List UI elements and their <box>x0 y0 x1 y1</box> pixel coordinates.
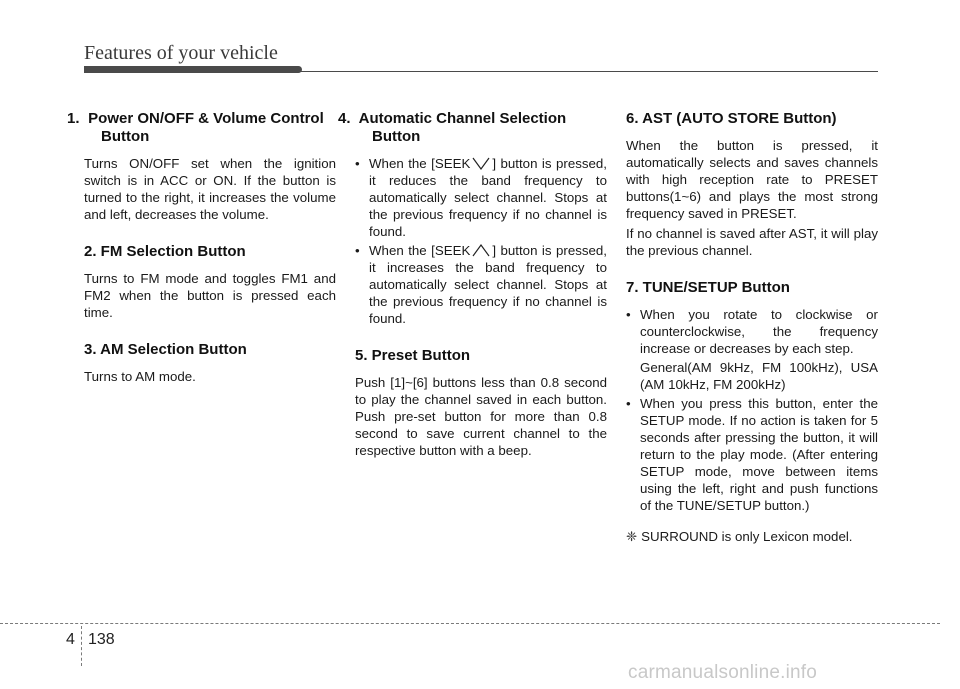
list-item: • When the [SEEK ] button is pressed, it increases the band frequency to automatically select channel. Stops at the previous frequency if no channel is found. <box>355 243 607 326</box>
section-tune-title: 7. TUNE/SETUP Button <box>626 279 790 296</box>
header-bar <box>84 66 302 73</box>
column-right <box>626 110 878 545</box>
section-am-text: Turns to AM mode. <box>84 369 196 384</box>
watermark: carmanualsonline.info <box>628 662 818 683</box>
header-rule <box>300 71 878 72</box>
section-ast-text: When the button is pressed, it automatically selects and saves channels with high reception rate to PRESET buttons(1~6) and plays the most strong frequency saved in PRESET. <box>626 138 878 221</box>
section-fm-text: Turns to FM mode and toggles FM1 and FM2 when the button is pressed each time. <box>84 271 336 320</box>
chevron-up-icon <box>472 243 490 258</box>
bullet-icon: • <box>626 396 631 411</box>
seek-bullet-list <box>355 155 607 327</box>
note-symbol-icon: ❈ <box>626 529 638 544</box>
section-preset-text: Push [1]~[6] buttons less than 0.8 second to play the channel saved in each button. Push pre-set button for more than 0.8 second to save current channel to the respective button with a beep. <box>355 375 607 458</box>
list-item: • When the [SEEK ] button is pressed, it reduces the band frequency to automatically select channel. Stops at the previous frequency if no channel is found. <box>355 156 607 239</box>
section-seek-title: 4. Automatic Channel Selection Button <box>338 110 567 145</box>
section-power-volume-title: 1. Power ON/OFF & Volume Control Button <box>67 110 324 145</box>
section-ast-title: 6. AST (AUTO STORE Button) <box>626 110 837 127</box>
section-preset-title: 5. Preset Button <box>355 347 471 364</box>
page-number: 138 <box>88 631 115 648</box>
chapter-number: 4 <box>66 631 75 648</box>
chevron-down-icon <box>472 156 490 171</box>
section-power-volume-text: Turns ON/OFF set when the ignition switch is in ACC or ON. If the button is turned to the right, it increases the volume and left, decreases the volume. <box>84 156 336 222</box>
surround-note: ❈ SURROUND is only Lexicon model. <box>626 529 853 544</box>
column-middle <box>338 110 607 479</box>
bullet-icon: • <box>355 156 360 171</box>
section-am-title: 3. AM Selection Button <box>84 341 247 358</box>
footer-vertical-rule <box>81 626 82 666</box>
list-item-sub: General(AM 9kHz, FM 100kHz), USA (AM 10kHz, FM 200kHz) <box>640 360 878 392</box>
list-item: • When you press this button, enter the SETUP mode. If no action is taken for 5 seconds after pressing the button, it will return to the play mode. (After entering SETUP mode, move between items using the left, right and push functions of the TUNE/SETUP button.) <box>626 396 878 513</box>
tune-bullet-list <box>626 306 878 514</box>
header-title: Features of your vehicle <box>84 42 278 64</box>
section-fm-title: 2. FM Selection Button <box>84 243 246 260</box>
section-ast-text-2: If no channel is saved after AST, it will play the previous channel. <box>626 226 878 258</box>
bullet-icon: • <box>355 243 360 258</box>
list-item: • When you rotate to clockwise or counterclockwise, the frequency increase or decreases by each step. <box>626 307 878 356</box>
footer-dashed-rule <box>0 623 940 624</box>
column-left <box>67 110 336 405</box>
bullet-icon: • <box>626 307 631 322</box>
